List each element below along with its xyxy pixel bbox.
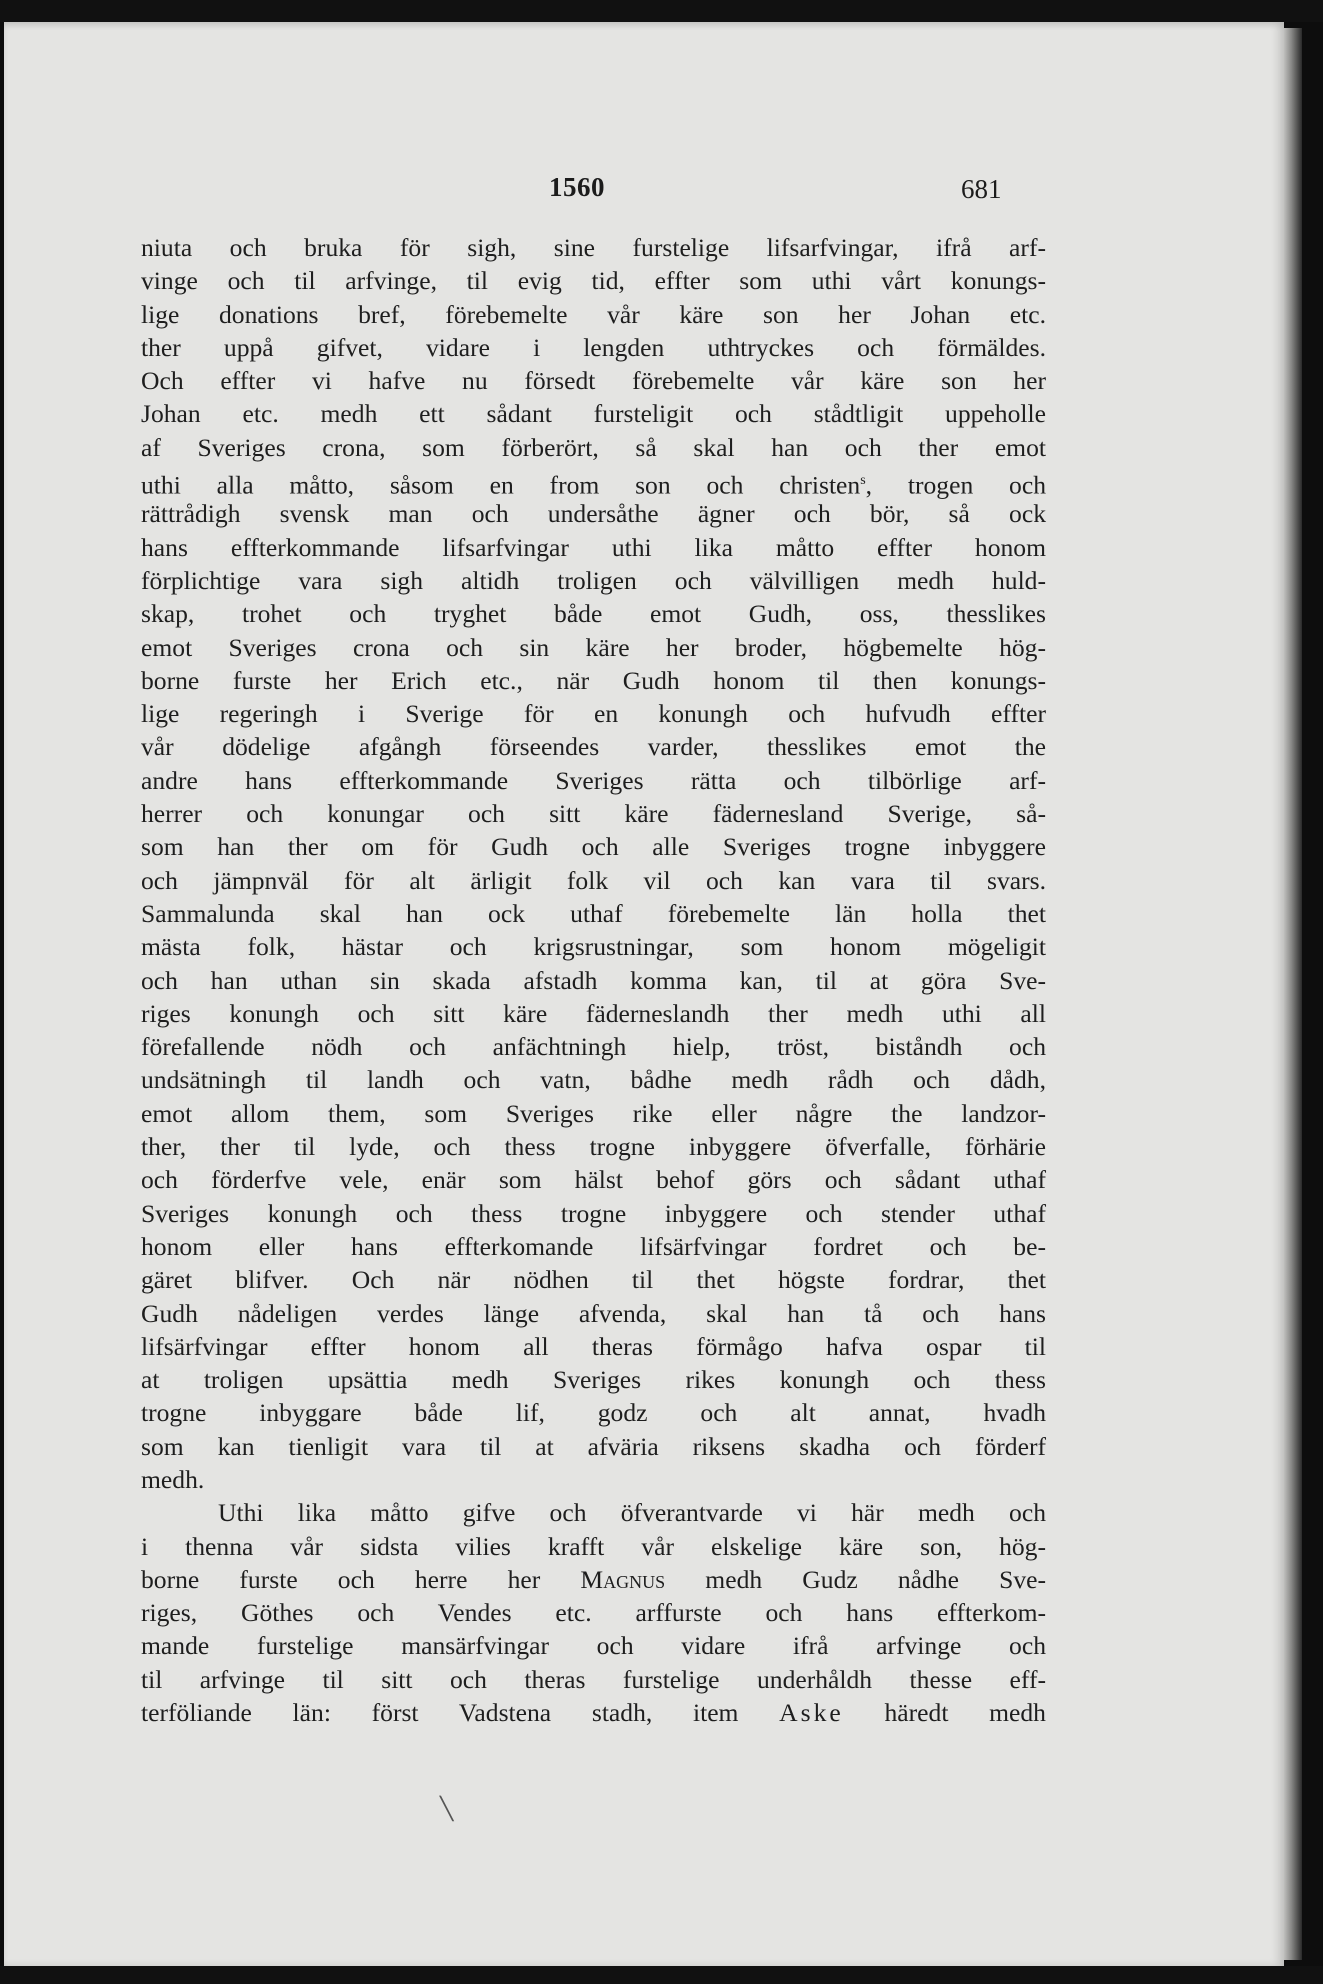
text-segment: häredt medh xyxy=(843,1698,1046,1728)
scan-speck: ╲ xyxy=(440,1796,454,1821)
text-line: af Sveriges crona, som förberört, så skal han och ther emot xyxy=(141,432,1046,462)
text-line: mande furstelige mansärfvingar och vidare ifrå arfvinge och xyxy=(141,1631,1046,1661)
text-line: i thenna vår sidsta vilies krafft vår elskelige käre son, hög- xyxy=(141,1531,1046,1561)
text-line: gäret blifver. Och när nödhen til thet högste fordrar, thet xyxy=(141,1265,1046,1295)
page-edge xyxy=(1284,28,1302,1960)
footnote-mark: s xyxy=(860,473,866,489)
text-line: och jämpnväl för alt ärligit folk vil och kan vara til svars. xyxy=(141,865,1046,895)
text-line: Och effter vi hafve nu försedt förebemelte vår käre son her xyxy=(141,366,1046,396)
text-line: til arfvinge til sitt och theras furstelige underhåldh thesse eff- xyxy=(141,1664,1046,1694)
text-line: emot Sveriges crona och sin käre her broder, högbemelte hög- xyxy=(141,632,1046,662)
running-header xyxy=(4,172,1284,212)
text-line: andre hans effterkommande Sveriges rätta och tilbörlige arf- xyxy=(141,765,1046,795)
book-page xyxy=(4,22,1284,1966)
text-line: Johan etc. medh ett sådant fursteligit och stådtligit uppeholle xyxy=(141,399,1046,429)
page-number: 681 xyxy=(961,174,1002,204)
scan-frame-top xyxy=(0,0,1323,22)
text-line: trogne inbyggare både lif, godz och alt annat, hvadh xyxy=(141,1398,1046,1428)
text-line: undsätningh til landh och vatn, bådhe medh rådh och dådh, xyxy=(141,1065,1046,1095)
text-segment: borne furste och herre her xyxy=(141,1564,541,1594)
text-line: honom eller hans effterkomande lifsärfvingar fordret och be- xyxy=(141,1231,1046,1261)
text-line: niuta och bruka för sigh, sine furstelige lifsarfvingar, ifrå arf- xyxy=(141,233,1046,262)
text-segment: , trogen och xyxy=(865,470,1046,500)
text-line: och han uthan sin skada afstadh komma kan, til at göra Sve- xyxy=(141,965,1046,995)
text-line: Gudh nådeligen verdes länge afvenda, skal han tå och hans xyxy=(141,1298,1046,1328)
text-line: at troligen upsättia medh Sveriges rikes konungh och thess xyxy=(141,1365,1046,1395)
text-line: förplichtige vara sigh altidh troligen och välvilligen medh huld- xyxy=(141,565,1046,595)
text-line: mästa folk, hästar och krigsrustningar, som honom mögeligit xyxy=(141,932,1046,962)
text-line: Sammalunda skal han ock uthaf förebemelte län holla thet xyxy=(141,898,1046,928)
text-line: riges, Göthes och Vendes etc. arffurste och hans effterkom- xyxy=(141,1598,1046,1628)
body-text xyxy=(141,231,1046,1729)
text-line: medh. xyxy=(141,1464,205,1494)
text-line: ther, ther til lyde, och thess trogne inbyggere öfverfalle, förhärie xyxy=(141,1132,1046,1162)
spaced-name: Aske xyxy=(779,1698,844,1728)
text-segment: terföliande län: först Vadstena stadh, item xyxy=(141,1698,739,1728)
text-segment: medh Gudz nådhe Sve- xyxy=(665,1564,1047,1594)
text-line: som kan tienligit vara til at afväria riksens skadha och förderf xyxy=(141,1431,1046,1461)
text-segment: uthi alla måtto, såsom en from son och christen xyxy=(141,470,861,500)
text-line: vinge och til arfvinge, til evig tid, effter som uthi vårt konungs- xyxy=(141,266,1046,296)
scan-frame-bottom xyxy=(0,1966,1323,1984)
header-year: 1560 xyxy=(549,172,605,202)
text-line: Sveriges konungh och thess trogne inbyggere och stender uthaf xyxy=(141,1198,1046,1228)
text-line: lifsärfvingar effter honom all theras förmågo hafva ospar til xyxy=(141,1331,1046,1361)
text-line: lige regeringh i Sverige för en konungh och hufvudh effter xyxy=(141,699,1046,729)
text-line: rättrådigh svensk man och undersåthe ägner och bör, så ock xyxy=(141,499,1046,529)
name-small-caps: Magnus xyxy=(580,1564,666,1594)
text-line: förefallende nödh och anfächtningh hielp, tröst, biståndh och xyxy=(141,1032,1046,1062)
text-line: hans effterkommande lifsarfvingar uthi lika måtto effter honom xyxy=(141,532,1046,562)
text-line: borne furste her Erich etc., när Gudh honom til then konungs- xyxy=(141,665,1046,695)
text-line: vår dödelige afgångh förseendes varder, thesslikes emot the xyxy=(141,732,1046,762)
text-line: herrer och konungar och sitt käre fädernesland Sverige, så- xyxy=(141,799,1046,829)
text-line: riges konungh och sitt käre fäderneslandh ther medh uthi all xyxy=(141,998,1046,1028)
text-line: lige donations bref, förebemelte vår käre son her Johan etc. xyxy=(141,299,1046,329)
text-line: skap, trohet och tryghet både emot Gudh, oss, thesslikes xyxy=(141,599,1046,629)
text-line: som han ther om för Gudh och alle Sveriges trogne inbyggere xyxy=(141,832,1046,862)
text-line xyxy=(141,1563,1046,1596)
text-line xyxy=(141,1696,1046,1729)
text-line xyxy=(141,464,1046,500)
text-line: emot allom them, som Sveriges rike eller någre the landzor- xyxy=(141,1098,1046,1128)
text-line: och förderfve vele, enär som hälst behof görs och sådant uthaf xyxy=(141,1165,1046,1195)
text-line: ther uppå gifvet, vidare i lengden uthtryckes och förmäldes. xyxy=(141,332,1046,362)
paragraph-start-line: Uthi lika måtto gifve och öfverantvarde vi här medh och xyxy=(218,1498,1046,1528)
